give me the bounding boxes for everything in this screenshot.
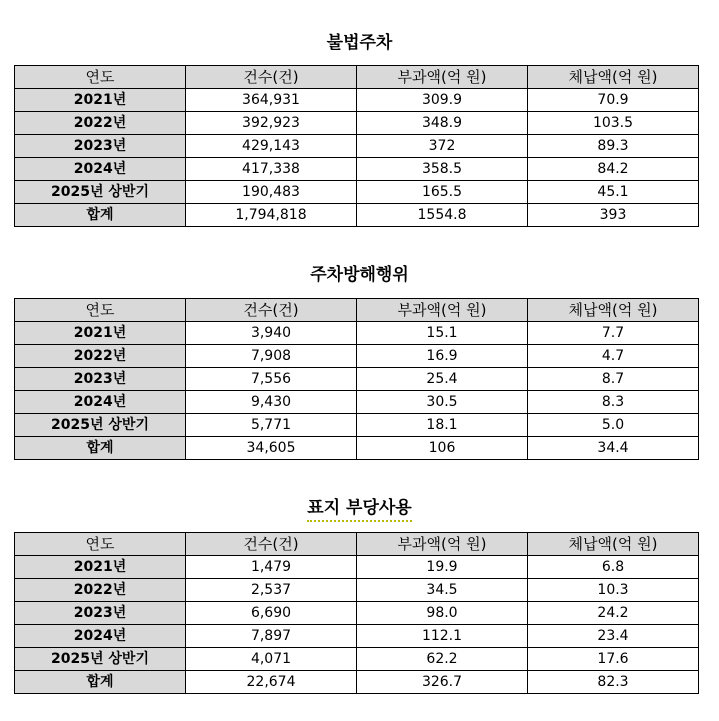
count-cell: 5,771 — [186, 414, 357, 437]
imposed-cell: 358.5 — [357, 158, 528, 181]
header-cell: 부과액(억 원) — [357, 533, 528, 556]
year-cell: 2025년 상반기 — [15, 181, 186, 204]
total-row — [15, 204, 699, 227]
arrears-cell: 17.6 — [528, 648, 699, 671]
imposed-cell: 34.5 — [357, 579, 528, 602]
header-cell: 건수(건) — [186, 66, 357, 89]
year-cell: 2023년 — [15, 135, 186, 158]
stats-table — [14, 65, 699, 227]
year-cell: 2025년 상반기 — [15, 414, 186, 437]
imposed-cell: 326.7 — [357, 671, 528, 694]
header-cell: 부과액(억 원) — [357, 66, 528, 89]
arrears-cell: 8.3 — [528, 391, 699, 414]
table-row — [15, 345, 699, 368]
imposed-cell: 348.9 — [357, 112, 528, 135]
header-cell: 부과액(억 원) — [357, 299, 528, 322]
table-row — [15, 602, 699, 625]
table-row — [15, 556, 699, 579]
count-cell: 7,908 — [186, 345, 357, 368]
header-cell: 연도 — [15, 299, 186, 322]
arrears-cell: 7.7 — [528, 322, 699, 345]
table-title: 표지 부당사용 — [307, 498, 412, 518]
table-title: 주차방해행위 — [310, 265, 409, 285]
imposed-cell: 165.5 — [357, 181, 528, 204]
year-cell: 2024년 — [15, 391, 186, 414]
count-cell: 1,479 — [186, 556, 357, 579]
header-cell: 체납액(억 원) — [528, 533, 699, 556]
count-cell: 1,794,818 — [186, 204, 357, 227]
header-cell: 체납액(억 원) — [528, 299, 699, 322]
table-row — [15, 112, 699, 135]
count-cell: 190,483 — [186, 181, 357, 204]
year-cell: 2024년 — [15, 625, 186, 648]
arrears-cell: 393 — [528, 204, 699, 227]
count-cell: 2,537 — [186, 579, 357, 602]
year-cell: 2021년 — [15, 322, 186, 345]
table-row — [15, 579, 699, 602]
year-cell: 2025년 상반기 — [15, 648, 186, 671]
header-row — [15, 533, 699, 556]
year-cell: 2022년 — [15, 112, 186, 135]
count-cell: 4,071 — [186, 648, 357, 671]
year-cell: 2022년 — [15, 345, 186, 368]
total-row — [15, 437, 699, 460]
year-cell: 합계 — [15, 671, 186, 694]
imposed-cell: 309.9 — [357, 89, 528, 112]
count-cell: 429,143 — [186, 135, 357, 158]
table-row — [15, 158, 699, 181]
imposed-cell: 112.1 — [357, 625, 528, 648]
arrears-cell: 8.7 — [528, 368, 699, 391]
year-cell: 2024년 — [15, 158, 186, 181]
count-cell: 34,605 — [186, 437, 357, 460]
arrears-cell: 89.3 — [528, 135, 699, 158]
arrears-cell: 34.4 — [528, 437, 699, 460]
table-row — [15, 648, 699, 671]
year-cell: 2021년 — [15, 556, 186, 579]
imposed-cell: 19.9 — [357, 556, 528, 579]
header-cell: 체납액(억 원) — [528, 66, 699, 89]
count-cell: 392,923 — [186, 112, 357, 135]
table-row — [15, 322, 699, 345]
imposed-cell: 106 — [357, 437, 528, 460]
arrears-cell: 84.2 — [528, 158, 699, 181]
imposed-cell: 98.0 — [357, 602, 528, 625]
stats-table — [14, 298, 699, 460]
arrears-cell: 5.0 — [528, 414, 699, 437]
header-cell: 건수(건) — [186, 299, 357, 322]
year-cell: 2023년 — [15, 602, 186, 625]
arrears-cell: 82.3 — [528, 671, 699, 694]
year-cell: 2021년 — [15, 89, 186, 112]
imposed-cell: 1554.8 — [357, 204, 528, 227]
year-cell: 2022년 — [15, 579, 186, 602]
arrears-cell: 24.2 — [528, 602, 699, 625]
table-row — [15, 181, 699, 204]
year-cell: 2023년 — [15, 368, 186, 391]
count-cell: 364,931 — [186, 89, 357, 112]
arrears-cell: 4.7 — [528, 345, 699, 368]
table-row — [15, 368, 699, 391]
header-row — [15, 66, 699, 89]
header-cell: 연도 — [15, 66, 186, 89]
count-cell: 417,338 — [186, 158, 357, 181]
table-row — [15, 135, 699, 158]
arrears-cell: 103.5 — [528, 112, 699, 135]
count-cell: 22,674 — [186, 671, 357, 694]
table-row — [15, 391, 699, 414]
arrears-cell: 10.3 — [528, 579, 699, 602]
table-row — [15, 89, 699, 112]
table-row — [15, 625, 699, 648]
count-cell: 7,556 — [186, 368, 357, 391]
total-row — [15, 671, 699, 694]
header-cell: 건수(건) — [186, 533, 357, 556]
count-cell: 7,897 — [186, 625, 357, 648]
arrears-cell: 23.4 — [528, 625, 699, 648]
imposed-cell: 15.1 — [357, 322, 528, 345]
imposed-cell: 25.4 — [357, 368, 528, 391]
imposed-cell: 30.5 — [357, 391, 528, 414]
arrears-cell: 6.8 — [528, 556, 699, 579]
imposed-cell: 18.1 — [357, 414, 528, 437]
arrears-cell: 70.9 — [528, 89, 699, 112]
header-row — [15, 299, 699, 322]
year-cell: 합계 — [15, 204, 186, 227]
table-row — [15, 414, 699, 437]
table-title: 불법주차 — [326, 33, 393, 53]
count-cell: 6,690 — [186, 602, 357, 625]
imposed-cell: 372 — [357, 135, 528, 158]
imposed-cell: 16.9 — [357, 345, 528, 368]
stats-table — [14, 532, 699, 694]
count-cell: 9,430 — [186, 391, 357, 414]
imposed-cell: 62.2 — [357, 648, 528, 671]
header-cell: 연도 — [15, 533, 186, 556]
count-cell: 3,940 — [186, 322, 357, 345]
arrears-cell: 45.1 — [528, 181, 699, 204]
year-cell: 합계 — [15, 437, 186, 460]
